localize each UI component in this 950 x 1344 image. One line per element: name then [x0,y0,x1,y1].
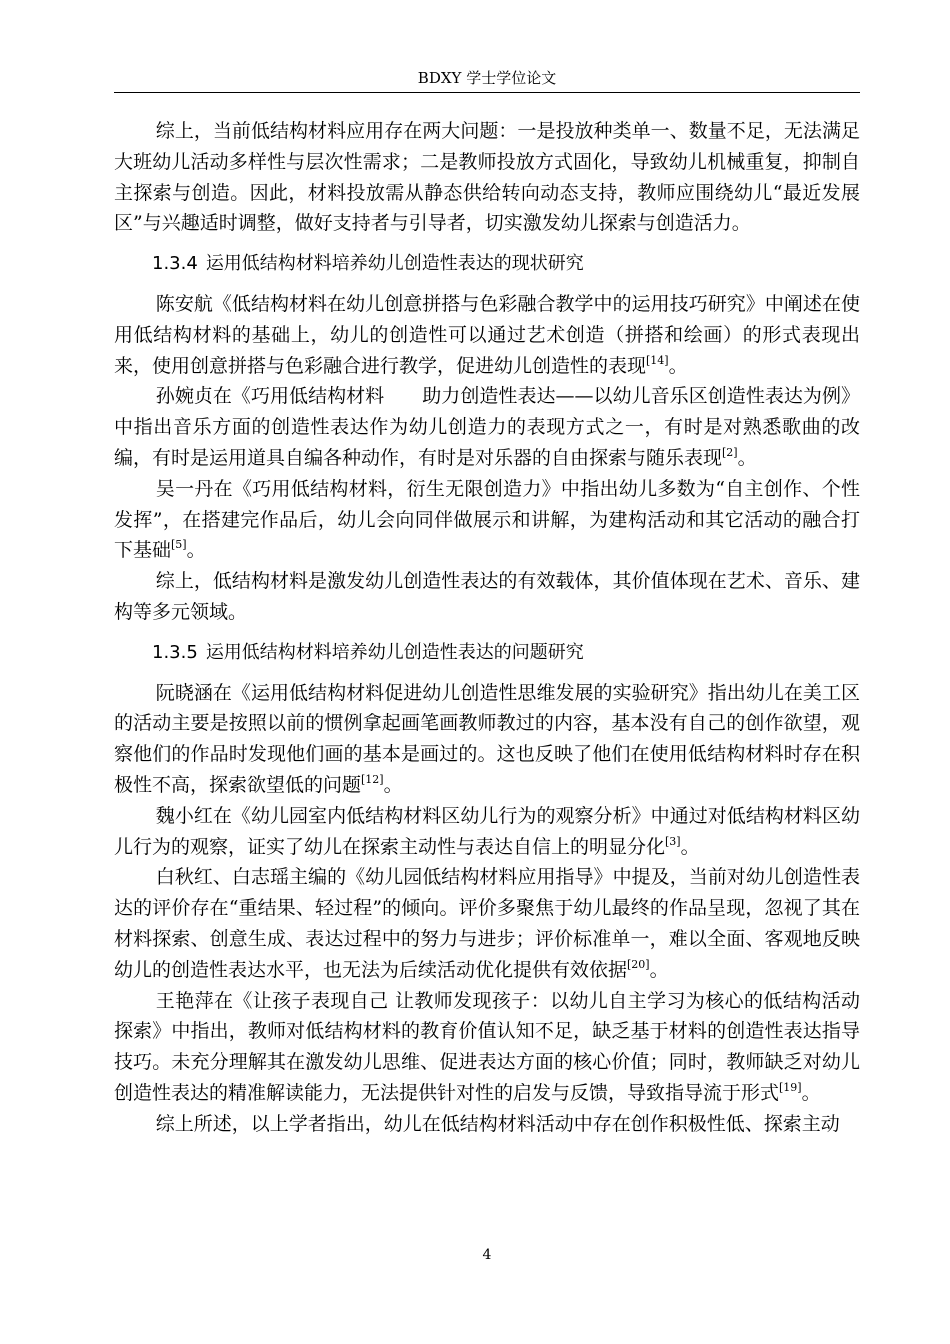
paragraph-end: 。 [668,354,688,377]
section-title: 运用低结构材料培养幼儿创造性表达的现状研究 [205,253,584,275]
citation-marker: [2] [722,445,738,459]
paragraph-text: 综上所述，以上学者指出，幼儿在低结构材料活动中存在创作积极性低、探索主动 [155,1112,840,1135]
paragraph-chen-anhang [114,289,860,381]
running-header [114,68,860,88]
header-title: BDXY 学士学位论文 [417,69,557,87]
citation-marker: [20] [627,957,650,971]
citation-marker: [5] [171,538,187,552]
paragraph-end: 。 [186,539,206,562]
paragraph-wang-yanping [114,986,860,1109]
citation-marker: [3] [665,834,681,848]
paragraph-end: 。 [737,446,757,469]
section-number: 1.3.4 [152,253,198,275]
paragraph-end: 。 [801,1081,821,1104]
page-number: 4 [482,1247,492,1263]
page-body [114,116,860,1140]
paragraph-wei-xiaohong [114,801,860,863]
paragraph-wu-yidan [114,474,860,566]
header-divider [114,92,860,93]
paragraph-text: 魏小红在《幼儿园室内低结构材料区幼儿行为的观察分析》中通过对低结构材料区幼儿行为的观察，证实了幼儿在探索主动性与表达自信上的明显分化 [114,804,860,858]
paragraph-text: 孙婉贞在《巧用低结构材料 助力创造性表达——以幼儿音乐区创造性表达为例》中指出音乐方面的创造性表达作为幼儿创造力的表现方式之一，有时是对熟悉歌曲的改编，有时是运用道具自编各种动作，有时是对乐器的自由探索与随乐表现 [114,385,860,469]
paragraph-end: 。 [649,958,669,981]
paragraph-ruan-xiaohan [114,678,860,801]
paragraph-sun-wanzhen [114,381,860,473]
paragraph-bai-qiuhong [114,862,860,985]
paragraph-text: 综上，低结构材料是激发幼儿创造性表达的有效载体，其价值体现在艺术、音乐、建构等多元领域。 [114,570,860,623]
citation-marker: [14] [646,353,669,367]
section-number: 1.3.5 [152,641,198,663]
citation-marker: [12] [361,772,384,786]
paragraph-summary-materials [114,116,860,239]
section-heading-1-3-5 [114,638,860,669]
paragraph-text: 陈安航《低结构材料在幼儿创意拼搭与色彩融合教学中的运用技巧研究》中阐述在使用低结构材料的基础上，幼儿的创造性可以通过艺术创造（拼搭和绘画）的形式表现出来，使用创意拼搭与色彩融合进行教学，促进幼儿创造性的表现 [114,292,860,377]
paragraph-text: 综上，当前低结构材料应用存在两大问题：一是投放种类单一、数量不足，无法满足大班幼儿活动多样性与层次性需求；二是教师投放方式固化，导致幼儿机械重复，抑制自主探索与创造。因此，材料投放需从静态供给转向动态支持，教师应围绕幼儿“最近发展区”与兴趣适时调整，做好支持者与引导者，切实激发幼儿探索与创造活力。 [114,120,860,235]
paragraph-text: 白秋红、白志瑶主编的《幼儿园低结构材料应用指导》中提及，当前对幼儿创造性表达的评价存在“重结果、轻过程”的倾向。评价多聚焦于幼儿最终的作品呈现，忽视了其在材料探索、创意生成、表达过程中的努力与进步；评价标准单一，难以全面、客观地反映幼儿的创造性表达水平，也无法为后续活动优化提供有效依据 [114,866,860,981]
citation-marker: [19] [779,1080,802,1094]
section-title: 运用低结构材料培养幼儿创造性表达的问题研究 [205,641,584,663]
paragraph-text: 吴一丹在《巧用低结构材料，衍生无限创造力》中指出幼儿多数为“自主创作、个性发挥”，在搭建完作品后，幼儿会向同伴做展示和讲解，为建构活动和其它活动的融合打下基础 [114,477,860,562]
paragraph-end: 。 [680,835,700,858]
paragraph-end: 。 [383,773,403,796]
paragraph-text: 阮晓涵在《运用低结构材料促进幼儿创造性思维发展的实验研究》指出幼儿在美工区的活动主要是按照以前的惯例拿起画笔画教师教过的内容，基本没有自己的创作欲望，观察他们的作品时发现他们画的基本是画过的。这也反映了他们在使用低结构材料时存在积极性不高，探索欲望低的问题 [114,681,860,796]
paragraph-final-summary [114,1109,860,1140]
paragraph-text: 王艳萍在《让孩子表现自己 让教师发现孩子：以幼儿自主学习为核心的低结构活动探索》中指出，教师对低结构材料的教育价值认知不足，缺乏基于材料的创造性表达指导技巧。未充分理解其在激发幼儿思维、促进表达方面的核心价值；同时，教师缺乏对幼儿创造性表达的精准解读能力，无法提供针对性的启发与反馈，导致指导流于形式 [114,989,860,1104]
section-heading-1-3-4 [114,249,860,280]
paragraph-summary-value [114,566,860,628]
